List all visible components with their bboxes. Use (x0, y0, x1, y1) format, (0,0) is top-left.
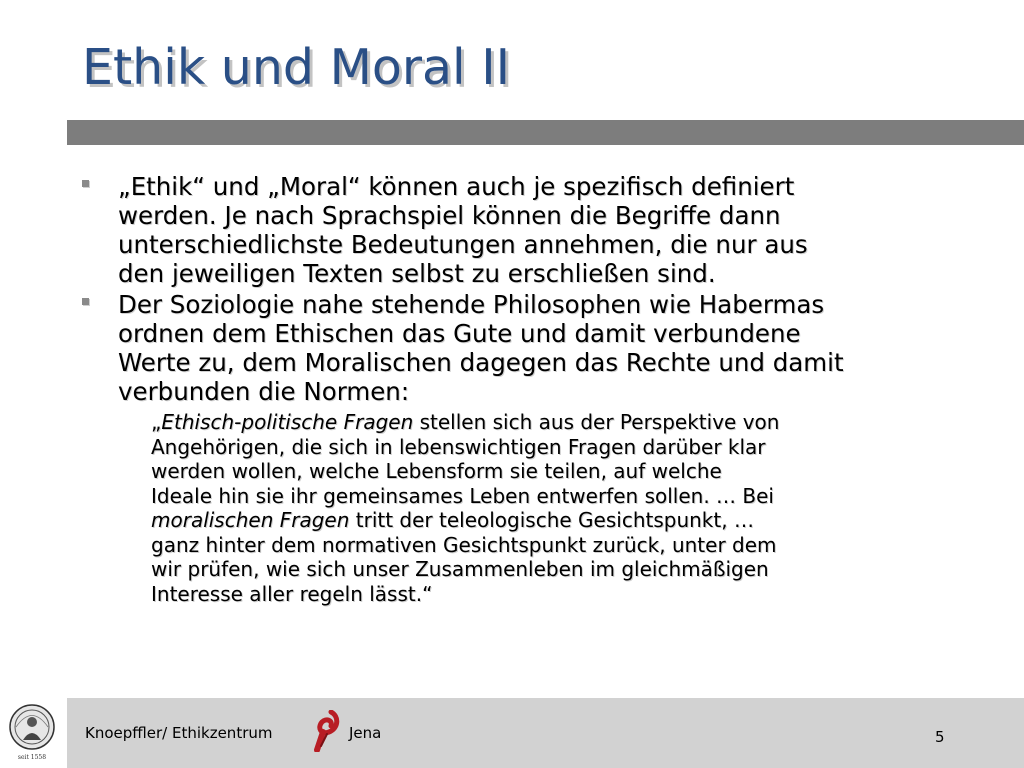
footer-author: Knoepffler/ Ethikzentrum (85, 724, 273, 742)
bullet-text-line: Werte zu, dem Moralischen dagegen das Rechte und damit (118, 348, 844, 377)
quote-line (151, 508, 981, 533)
quote-line-rest: tritt der teleologische Gesichtspunkt, … (349, 508, 754, 532)
page-number: 5 (935, 728, 945, 746)
bullet-item (118, 290, 978, 406)
bullet-text-line: Der Soziologie nahe stehende Philosophen wie Habermas (118, 290, 825, 319)
habermas-quote (151, 410, 981, 606)
quote-line-rest: stellen sich aus der Perspektive von (413, 410, 780, 434)
quote-term-ethical: Ethisch-politische Fragen (161, 410, 414, 434)
slide-footer (67, 698, 1024, 768)
bullet-text-line: „Ethik“ und „Moral“ können auch je spezifisch definiert (118, 172, 795, 201)
bullet-item (118, 172, 978, 288)
quote-line: Angehörigen, die sich in lebenswichtigen Fragen darüber klar (151, 434, 766, 459)
bullet-text-line: verbunden die Normen: (118, 377, 410, 406)
slide-title: Ethik und Moral II (82, 39, 511, 96)
bullet-square-icon (82, 180, 89, 187)
quote-line (151, 410, 981, 435)
footer-city: Jena (349, 724, 382, 742)
bullet-text-line: ordnen dem Ethischen das Gute und damit verbundene (118, 319, 801, 348)
quote-line: wir prüfen, wie sich unser Zusammenleben im gleichmäßigen (151, 557, 769, 581)
bullet-text-line: den jeweiligen Texten selbst zu erschließen sind. (118, 259, 716, 288)
seal-caption: seit 1558 (17, 754, 47, 761)
quote-term-moral: moralischen Fragen (151, 508, 350, 532)
quote-line: werden wollen, welche Lebensform sie teilen, auf welche (151, 459, 722, 483)
bullet-square-icon (82, 298, 89, 305)
bullet-text-line: werden. Je nach Sprachspiel können die Begriffe dann (118, 201, 781, 230)
quote-line: Ideale hin sie ihr gemeinsames Leben entwerfen sollen. … Bei (151, 483, 774, 508)
quote-line: ganz hinter dem normativen Gesichtspunkt zurück, unter dem (151, 532, 777, 557)
quote-line: Interesse aller regeln lässt.“ (151, 581, 433, 606)
bullet-text-line: unterschiedlichste Bedeutungen annehmen, die nur aus (118, 230, 808, 259)
quote-open-mark: „ (151, 410, 162, 434)
ethikzentrum-logo-icon (309, 710, 343, 752)
